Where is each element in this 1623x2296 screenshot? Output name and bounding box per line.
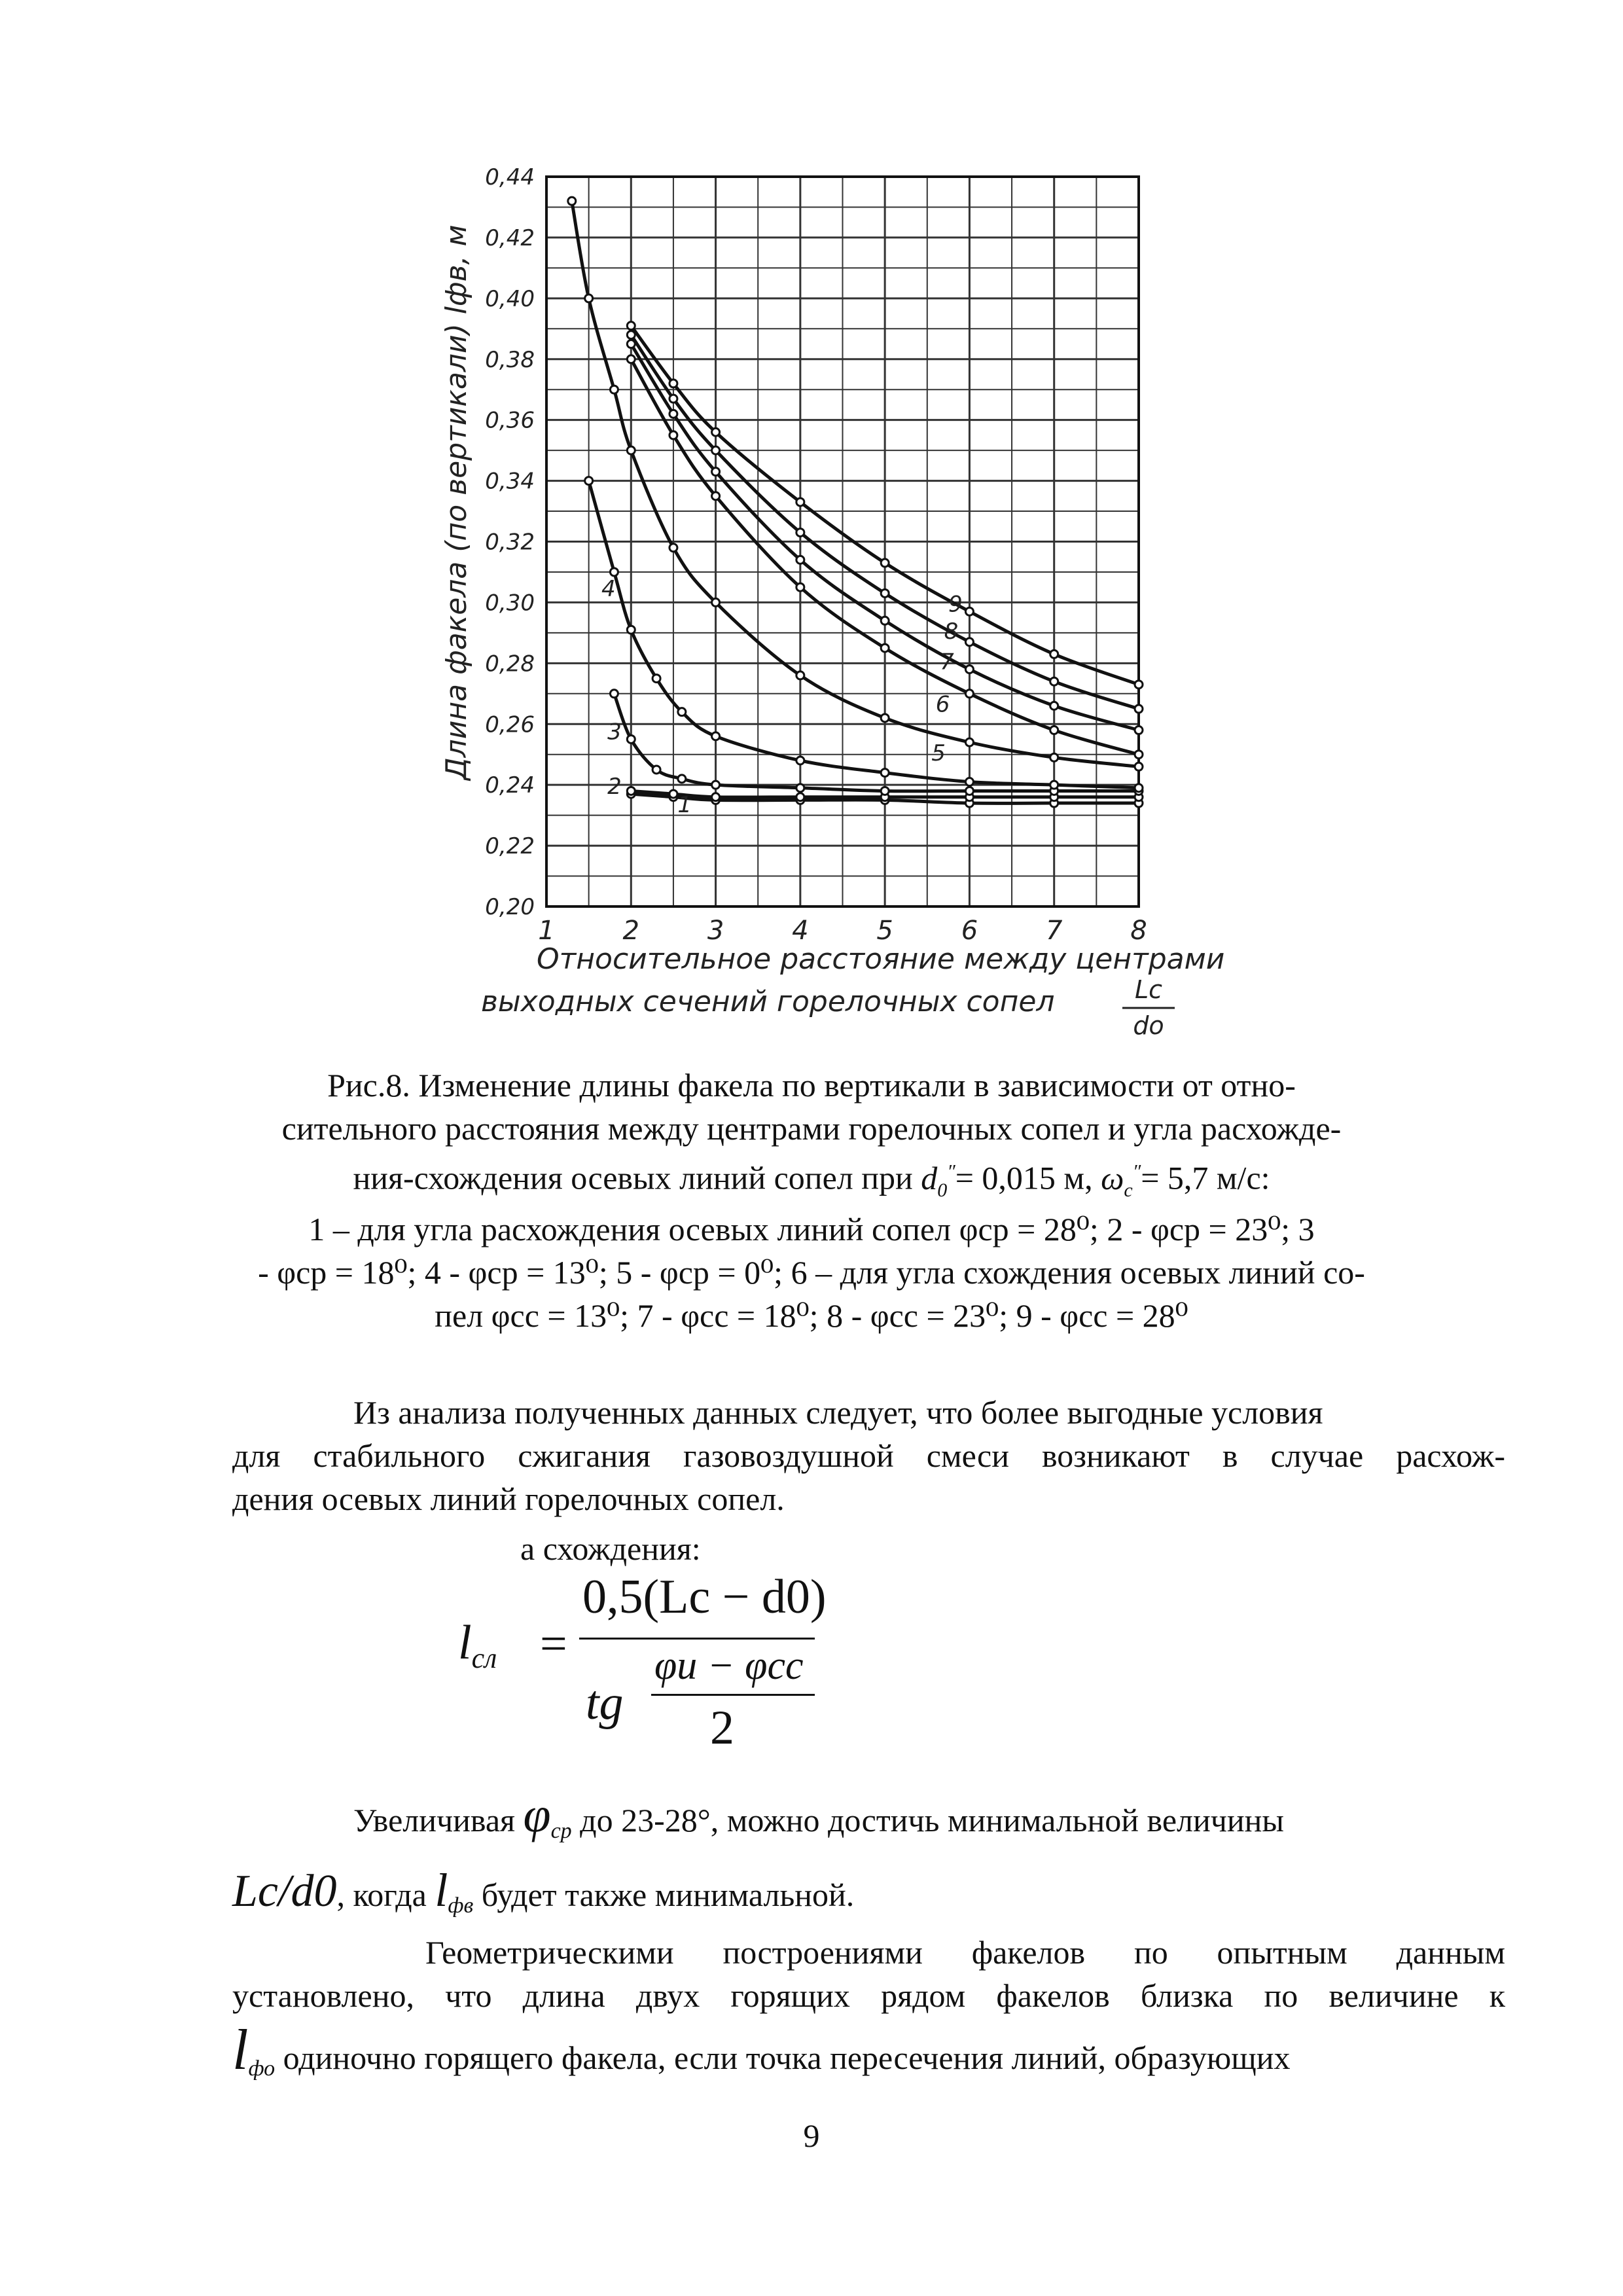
data-point-3 (627, 735, 635, 743)
data-point-5 (881, 714, 889, 722)
data-point-4 (712, 732, 720, 740)
formula-main-bar (579, 1638, 815, 1640)
data-point-6 (965, 690, 973, 698)
y-tick-label: 0,22 (485, 833, 535, 860)
data-point-8 (712, 446, 720, 454)
data-point-4 (1135, 784, 1143, 792)
formula-lhs: $l_{сл}$ (458, 1616, 497, 1674)
x-tick-label: 5 (876, 916, 893, 946)
data-point-7 (669, 410, 677, 418)
caption-line-1: Рис.8. Изменение длины факела по вертикали в зависимости от отно- (327, 1067, 1296, 1103)
data-point-6 (1050, 726, 1058, 734)
data-point-3 (652, 766, 660, 774)
chart-curves (568, 197, 1143, 807)
x-axis-label-line-2: выходных сечений горелочных сопел (481, 985, 1055, 1018)
legend-line-1: 1 – для угла расхождения осевых линий сопел φср = 28⁰; 2 - φср = 23⁰; 3 (308, 1211, 1315, 1247)
data-point-4 (678, 708, 686, 716)
data-point-3 (712, 781, 720, 789)
data-point-9 (627, 322, 635, 330)
data-point-2 (669, 790, 677, 798)
series-label-8: 8 (944, 619, 959, 645)
data-point-2 (627, 787, 635, 795)
data-point-4 (965, 778, 973, 786)
para1-line-3: дения осевых линий горелочных сопел. (232, 1480, 785, 1517)
x-tick-label: 3 (707, 916, 724, 946)
y-tick-label: 0,24 (485, 772, 535, 799)
data-point-9 (796, 498, 804, 506)
data-point-6 (796, 583, 804, 591)
caption-d0: $d_0''$ (921, 1159, 955, 1201)
data-point-3 (796, 784, 804, 792)
para1-line-2: для стабильного сжигания газовоздушной смеси возникают в случае расхож- (232, 1437, 1505, 1474)
data-point-4 (881, 769, 889, 777)
formula-equals: = (540, 1617, 567, 1671)
x-tick-label: 2 (622, 916, 640, 946)
data-point-4 (652, 675, 660, 683)
data-point-8 (796, 529, 804, 537)
series-label-9: 9 (948, 591, 963, 618)
data-point-8 (669, 395, 677, 403)
phi-symbol: φ (523, 1787, 551, 1842)
page-number: 9 (803, 2117, 820, 2154)
data-point-5 (796, 672, 804, 679)
y-tick-label: 0,30 (485, 590, 535, 617)
data-point-9 (712, 428, 720, 436)
para4-line-2: установлено, что длина двух горящих рядом факелов близка по величине к (232, 1977, 1505, 2014)
data-point-6 (712, 492, 720, 500)
data-point-9 (965, 607, 973, 615)
series-label-3: 3 (607, 719, 622, 745)
x-axis-label-line-1: Относительное расстояние между центрами (537, 942, 1225, 976)
data-point-6 (881, 644, 889, 652)
formula-numerator: 0,5(Lc − d0) (582, 1570, 827, 1624)
data-point-8 (1050, 677, 1058, 685)
legend-line-3: пел φсс = 13⁰; 7 - φсс = 18⁰; 8 - φсс = 23⁰; 9 - φсс = 28⁰ (435, 1297, 1188, 1334)
data-point-4 (796, 757, 804, 764)
data-point-5 (585, 295, 593, 302)
x-tick-label: 7 (1045, 916, 1063, 946)
x-tick-label: 4 (792, 916, 809, 946)
caption-text: = 5,7 м/с: (1141, 1159, 1270, 1196)
caption-text: ния-схождения осевых линий сопел при (353, 1159, 921, 1196)
series-label-4: 4 (601, 576, 616, 603)
data-point-5 (610, 386, 618, 393)
caption-line-3 (223, 1150, 1400, 1212)
y-tick-label: 0,32 (485, 529, 535, 556)
data-point-6 (627, 355, 635, 363)
legend-line-2: - φср = 18⁰; 4 - φср = 13⁰; 5 - φср = 0⁰; 6 – для угла схождения осевых линий со- (258, 1254, 1365, 1291)
data-point-9 (669, 380, 677, 387)
para4-line-1: Геометрическими построениями факелов по опытным данным (425, 1934, 1505, 1971)
y-tick-label: 0,36 (485, 407, 535, 434)
series-label-1: 1 (677, 791, 692, 818)
data-point-8 (1135, 705, 1143, 713)
data-point-7 (1135, 726, 1143, 734)
data-point-4 (585, 477, 593, 485)
lc-over-d0: Lc/d0 (232, 1866, 337, 1916)
data-point-5 (568, 197, 576, 205)
data-point-8 (881, 589, 889, 597)
y-tick-label: 0,42 (485, 224, 535, 251)
data-point-2 (712, 793, 720, 801)
caption-text: = 0,015 м, (955, 1159, 1101, 1196)
data-point-9 (1050, 650, 1058, 658)
x-tick-label: 8 (1130, 916, 1147, 946)
formula-tg: tg (586, 1676, 624, 1730)
x-axis-frac-numerator: Lc (1134, 975, 1163, 1004)
data-point-8 (965, 638, 973, 646)
data-point-3 (965, 787, 973, 795)
data-point-9 (881, 559, 889, 567)
y-tick-label: 0,28 (485, 651, 535, 677)
data-point-3 (678, 775, 686, 783)
formula-den-denominator: 2 (710, 1701, 734, 1755)
caption-omega: $\omega_c''$ (1101, 1159, 1141, 1201)
caption-line-2: сительного расстояния между центрами горелочных сопел и угла расхожде- (281, 1110, 1342, 1147)
series-label-5: 5 (931, 740, 946, 766)
data-point-5 (669, 544, 677, 552)
y-tick-label: 0,26 (485, 711, 535, 738)
data-point-3 (610, 690, 618, 698)
data-point-4 (627, 626, 635, 634)
x-axis-frac-denominator: do (1133, 1011, 1164, 1040)
data-point-9 (1135, 681, 1143, 689)
data-point-5 (712, 598, 720, 606)
formula-den-bar (651, 1694, 815, 1696)
y-tick-label: 0,40 (485, 285, 535, 312)
data-point-7 (796, 556, 804, 564)
x-tick-label: 1 (538, 916, 555, 946)
data-point-5 (627, 446, 635, 454)
y-axis-label: Длина факела (по вертикали) lфв, м (440, 224, 473, 780)
formula-intro: а схождения: (520, 1530, 701, 1567)
y-tick-label: 0,44 (485, 164, 535, 190)
data-point-4 (1050, 781, 1058, 789)
x-tick-label: 6 (961, 916, 978, 946)
chart-figure (0, 0, 1623, 1113)
para3: Lc/d0, когда $l_{фв}$ будет также минимальной. (232, 1864, 855, 1918)
y-tick-label: 0,38 (485, 346, 535, 373)
series-label-7: 7 (940, 649, 954, 675)
data-point-5 (1050, 753, 1058, 761)
para4-line-3: $l_{фо}$ одиночно горящего факела, если точка пересечения линий, образующих (232, 2018, 1291, 2082)
data-point-3 (881, 787, 889, 795)
y-tick-label: 0,20 (485, 894, 535, 920)
data-point-5 (965, 738, 973, 746)
data-point-6 (1135, 751, 1143, 759)
data-point-6 (669, 431, 677, 439)
data-point-7 (712, 468, 720, 476)
data-point-4 (610, 568, 618, 576)
para2: Увеличивая $\varphi_{ср}$ до 23-28°, можно достичь минимальной величины (353, 1787, 1284, 1843)
data-point-5 (1135, 762, 1143, 770)
series-label-6: 6 (935, 691, 950, 718)
para1-line-1: Из анализа полученных данных следует, что более выгодные условия (353, 1394, 1323, 1431)
data-point-7 (881, 617, 889, 624)
formula-den-numerator: φи − φсс (654, 1643, 804, 1688)
data-point-7 (965, 666, 973, 673)
y-tick-label: 0,34 (485, 468, 535, 495)
data-point-7 (1050, 702, 1058, 709)
series-label-2: 2 (607, 774, 622, 800)
data-point-2 (796, 793, 804, 801)
